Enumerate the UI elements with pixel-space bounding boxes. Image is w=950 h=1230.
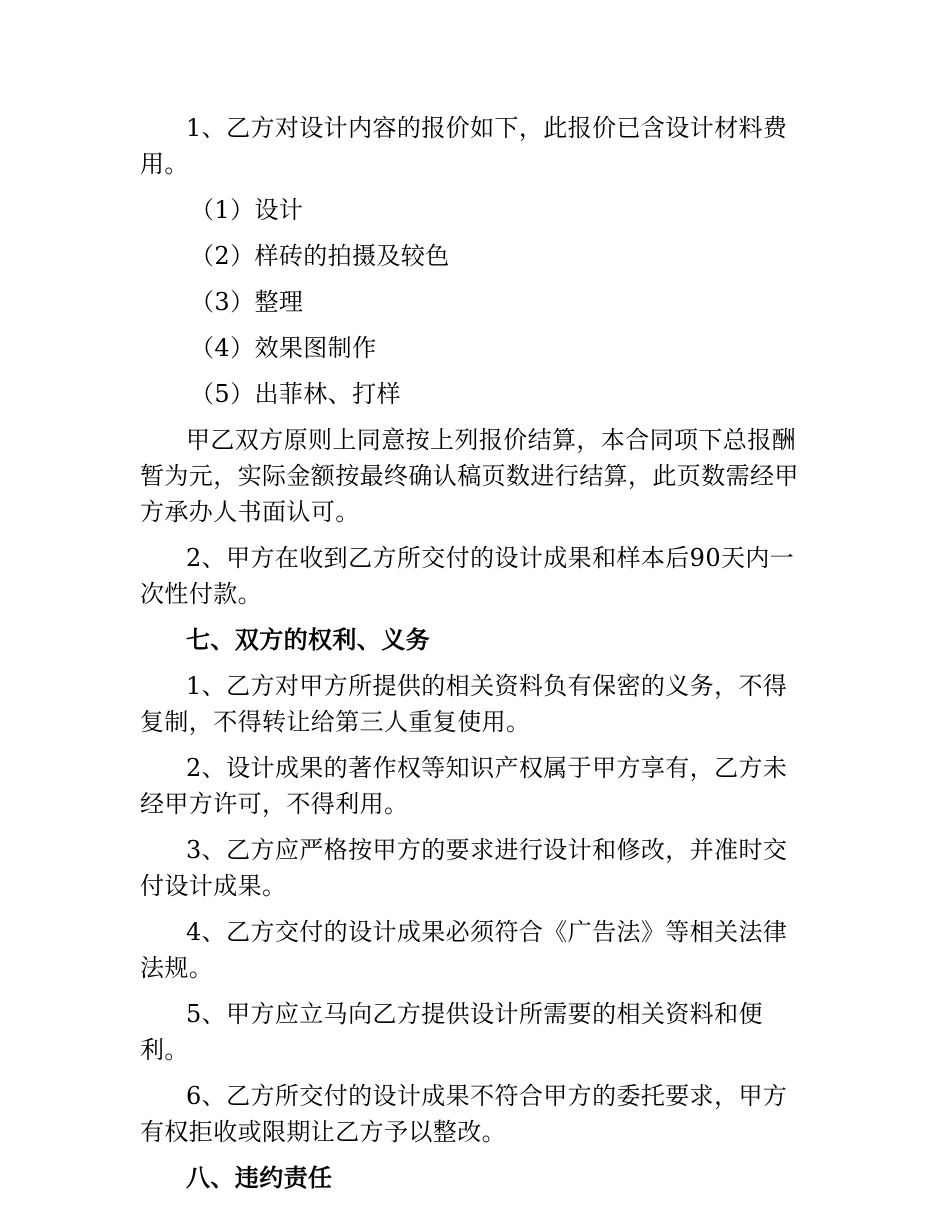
quote-item-rendering: （4）效果图制作 — [190, 334, 377, 362]
payment-term-paragraph: 2、甲方在收到乙方所交付的设计成果和样本后90天内一次性付款。 — [140, 544, 795, 608]
quote-item-design: （1）设计 — [190, 196, 304, 224]
clause-requirements: 3、乙方应严格按甲方的要求进行设计和修改，并准时交付设计成果。 — [140, 836, 788, 900]
quote-item-tile-photo: （2）样砖的拍摄及较色 — [190, 242, 450, 270]
quote-item-film-proof: （5）出菲林、打样 — [190, 380, 401, 408]
quote-paragraph: 1、乙方对设计内容的报价如下，此报价已含设计材料费用。 — [140, 114, 788, 178]
clause-copyright: 2、设计成果的著作权等知识产权属于甲方享有，乙方未经甲方许可，不得利用。 — [140, 754, 788, 818]
section-heading-rights-obligations: 七、双方的权利、义务 — [186, 625, 430, 654]
clause-materials: 5、甲方应立马向乙方提供设计所需要的相关资料和便利。 — [140, 1000, 763, 1064]
clause-confidentiality: 1、乙方对甲方所提供的相关资料负有保密的义务，不得复制，不得转让给第三人重复使用。 — [140, 672, 788, 736]
clause-rejection: 6、乙方所交付的设计成果不符合甲方的委托要求，甲方有权拒收或限期让乙方予以整改。 — [140, 1082, 788, 1146]
settlement-paragraph: 甲乙双方原则上同意按上列报价结算，本合同项下总报酬暂为元，实际金额按最终确认稿页数进行结算，此页数需经甲方承办人书面认可。 — [140, 426, 799, 526]
document-page — [140, 110, 810, 1206]
clause-advertising-law: 4、乙方交付的设计成果必须符合《广告法》等相关法律法规。 — [140, 918, 788, 982]
quote-item-organize: （3）整理 — [190, 288, 304, 316]
section-heading-liability: 八、违约责任 — [186, 1163, 333, 1192]
